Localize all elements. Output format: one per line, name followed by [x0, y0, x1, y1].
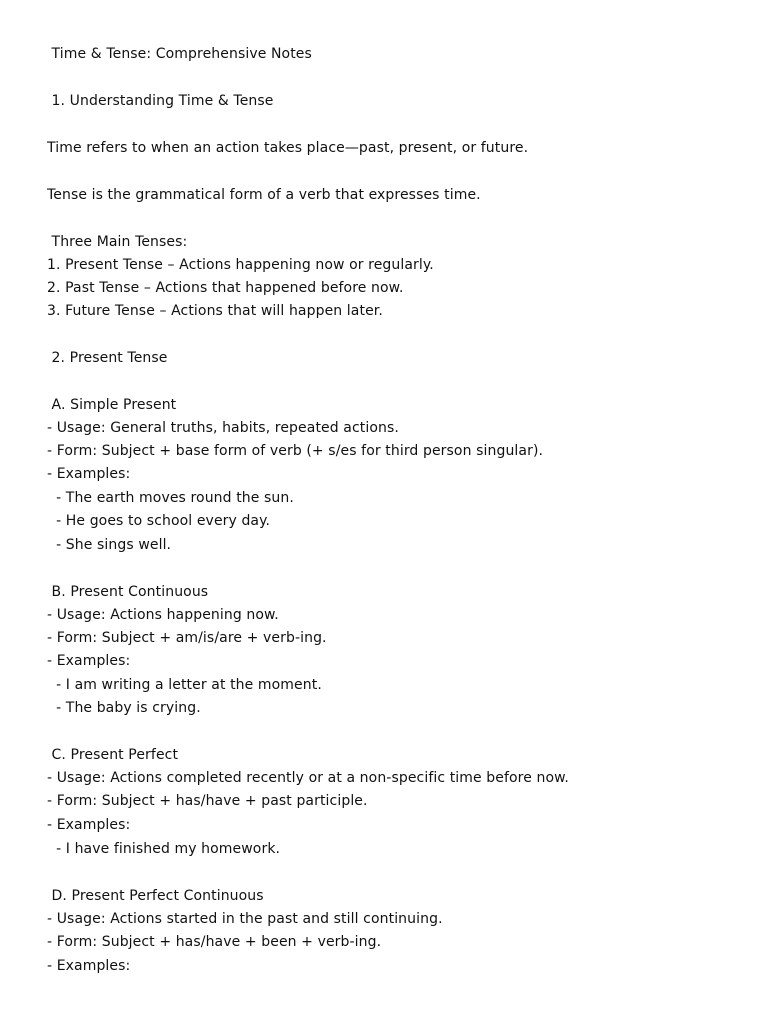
list-item: - Form: Subject + base form of verb (+ s/es for third person singular). [47, 443, 544, 459]
list-item: 3. Future Tense – Actions that will happen later. [47, 303, 383, 319]
list-item: - Usage: Actions happening now. [47, 607, 279, 623]
paragraph: Tense is the grammatical form of a verb that expresses time. [47, 187, 481, 203]
document-title: Time & Tense: Comprehensive Notes [47, 46, 312, 62]
subheading: C. Present Perfect [47, 747, 179, 763]
list-item: - Form: Subject + has/have + been + verb-ing. [47, 934, 382, 950]
list-item: - Examples: [47, 817, 131, 833]
list-item: 1. Present Tense – Actions happening now or regularly. [47, 257, 434, 273]
list-item: - Form: Subject + am/is/are + verb-ing. [47, 630, 327, 646]
list-item: - Examples: [47, 653, 131, 669]
section-heading: 2. Present Tense [47, 350, 168, 366]
example-item: - The earth moves round the sun. [47, 490, 294, 506]
list-item: 2. Past Tense – Actions that happened before now. [47, 280, 404, 296]
list-item: - Usage: Actions completed recently or at a non-specific time before now. [47, 770, 569, 786]
section-heading: 1. Understanding Time & Tense [47, 93, 274, 109]
example-item: - The baby is crying. [47, 700, 201, 716]
example-item: - He goes to school every day. [47, 513, 271, 529]
list-item: - Usage: Actions started in the past and still continuing. [47, 911, 443, 927]
subheading: D. Present Perfect Continuous [47, 888, 264, 904]
list-item: - Examples: [47, 466, 131, 482]
subheading: Three Main Tenses: [47, 234, 188, 250]
subheading: A. Simple Present [47, 397, 177, 413]
list-item: - Usage: General truths, habits, repeated actions. [47, 420, 399, 436]
example-item: - I am writing a letter at the moment. [47, 677, 322, 693]
example-item: - I have finished my homework. [47, 841, 281, 857]
subheading: B. Present Continuous [47, 584, 209, 600]
list-item: - Examples: [47, 958, 131, 974]
example-item: - She sings well. [47, 537, 172, 553]
list-item: - Form: Subject + has/have + past participle. [47, 793, 368, 809]
paragraph: Time refers to when an action takes place—past, present, or future. [47, 140, 529, 156]
